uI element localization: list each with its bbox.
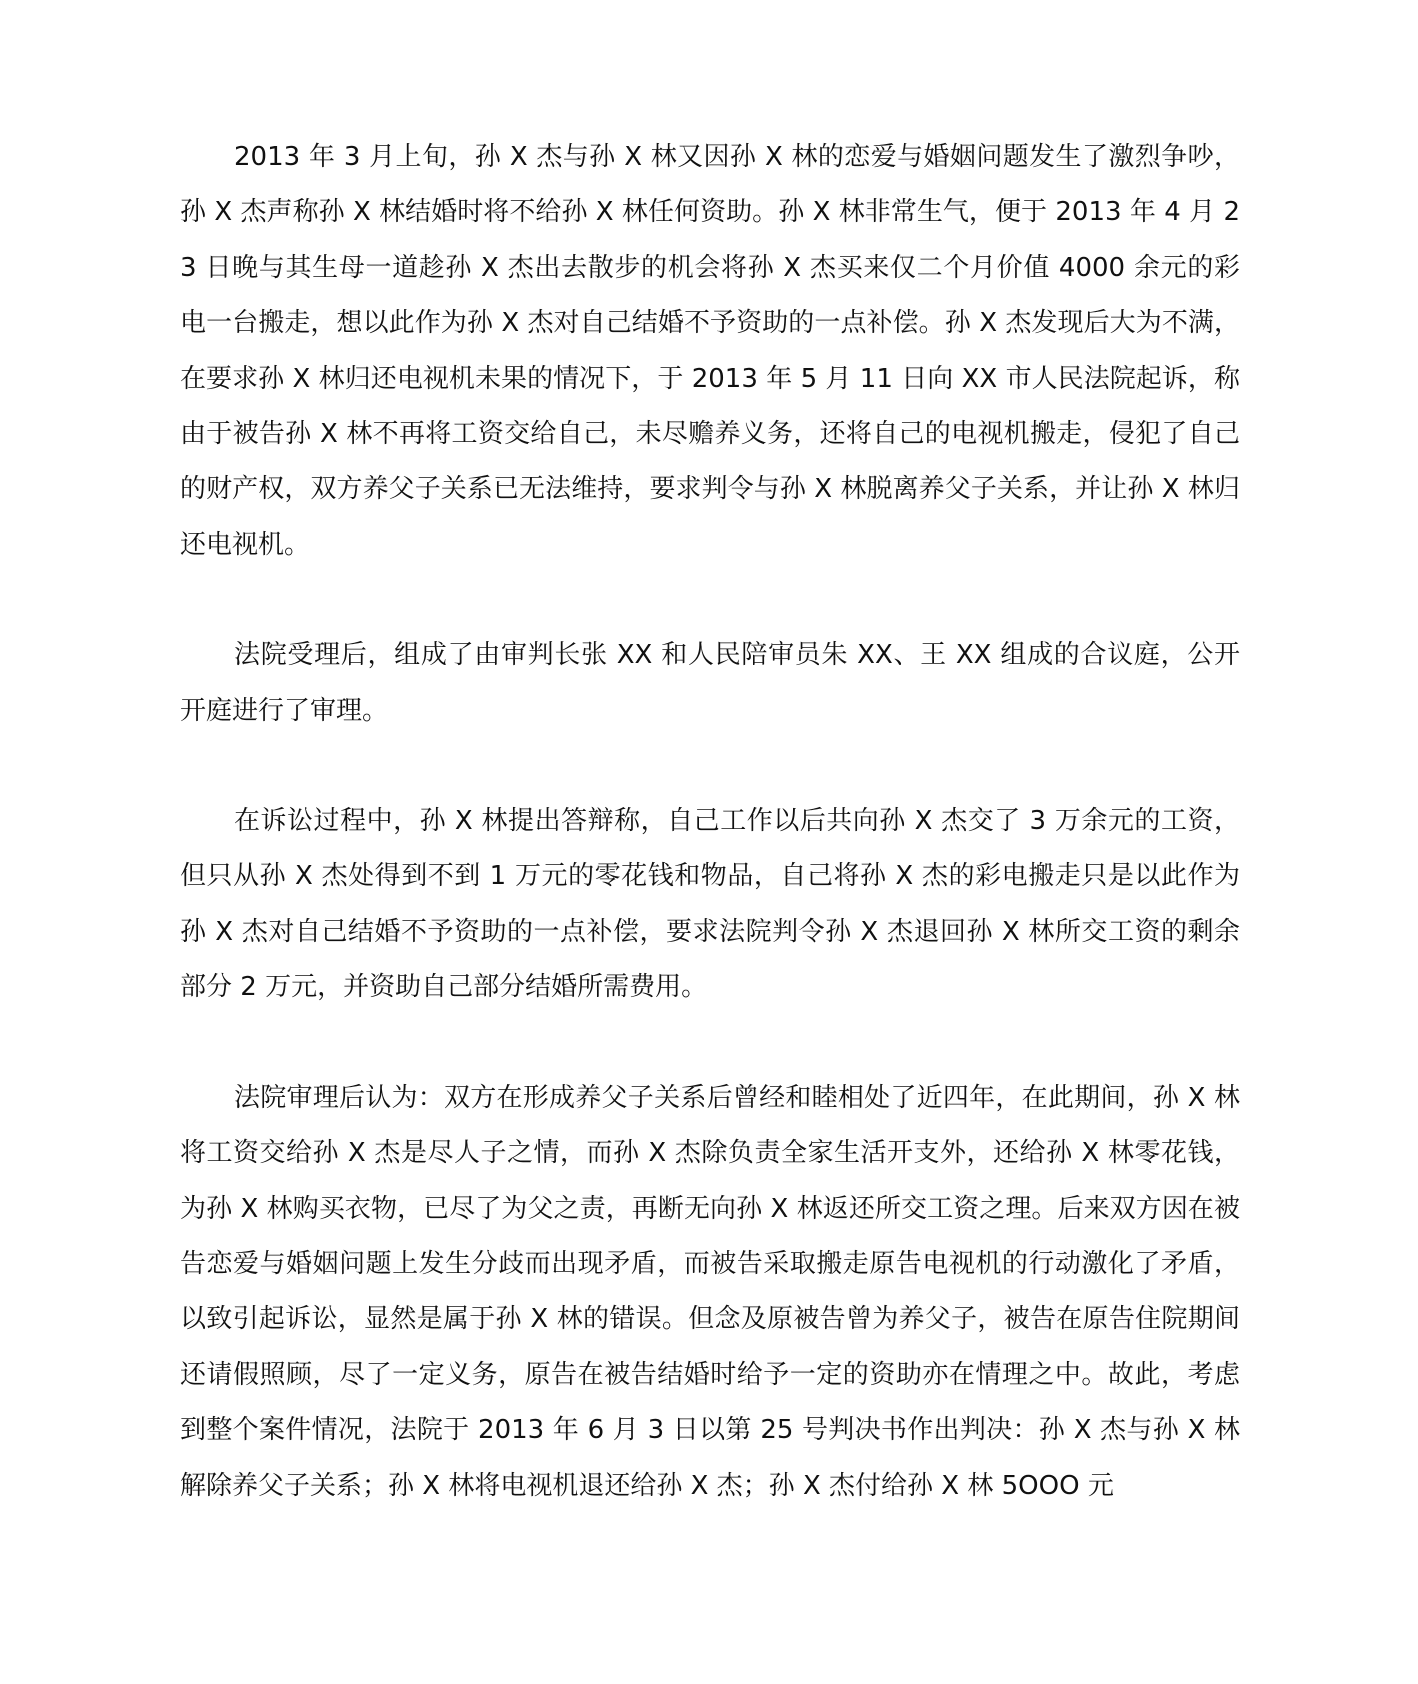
- paragraph-defense: 在诉讼过程中，孙 X 林提出答辩称，自己工作以后共向孙 X 杰交了 3 万余元的工资，但只从孙 X 杰处得到不到 1 万元的零花钱和物品，自己将孙 X 杰的彩电搬走只是以此作为孙 X 杰对自己结婚不予资助的一点补偿，要求法院判令孙 X 杰退回孙 X 林所交工资的剩余部分 2 万元，并资助自己部分结婚所需费用。: [180, 806, 1240, 1003]
- paragraph-court-acceptance: 法院受理后，组成了由审判长张 XX 和人民陪审员朱 XX、王 XX 组成的合议庭，公开开庭进行了审理。: [180, 640, 1240, 726]
- document-page: [180, 130, 1240, 1514]
- paragraph-court-ruling: 法院审理后认为：双方在形成养父子关系后曾经和睦相处了近四年，在此期间，孙 X 林将工资交给孙 X 杰是尽人子之情，而孙 X 杰除负责全家生活开支外，还给孙 X 林零花钱，为孙 X 林购买衣物，已尽了为父之责，再断无向孙 X 林返还所交工资之理。后来双方因在被告恋爱与婚姻问题上发生分歧而出现矛盾，而被告采取搬走原告电视机的行动激化了矛盾，以致引起诉讼，显然是属于孙 X 林的错误。但念及原被告曾为养父子，被告在原告住院期间还请假照顾，尽了一定义务，原告在被告结婚时给予一定的资助亦在情理之中。故此，考虑到整个案件情况，法院于 2013 年 6 月 3 日以第 25 号判决书作出判决：孙 X 杰与孙 X 林解除养父子关系；孙 X 林将电视机退还给孙 X 杰；孙 X 杰付给孙 X 林 5OOO 元: [180, 1082, 1240, 1501]
- paragraph-dispute: 2013 年 3 月上旬，孙 X 杰与孙 X 林又因孙 X 林的恋爱与婚姻问题发生了激烈争吵，孙 X 杰声称孙 X 林结婚时将不给孙 X 林任何资助。孙 X 林非常生气，便于 2013 年 4 月 23 日晚与其生母一道趁孙 X 杰出去散步的机会将孙 X 杰买来仅二个月价值 4000 余元的彩电一台搬走，想以此作为孙 X 杰对自己结婚不予资助的一点补偿。孙 X 杰发现后大为不满，在要求孙 X 林归还电视机未果的情况下，于 2013 年 5 月 11 日向 XX 市人民法院起诉，称由于被告孙 X 林不再将工资交给自己，未尽赡养义务，还将自己的电视机搬走，侵犯了自己的财产权，双方养父子关系已无法维持，要求判令与孙 X 林脱离养父子关系，并让孙 X 林归还电视机。: [180, 142, 1240, 560]
